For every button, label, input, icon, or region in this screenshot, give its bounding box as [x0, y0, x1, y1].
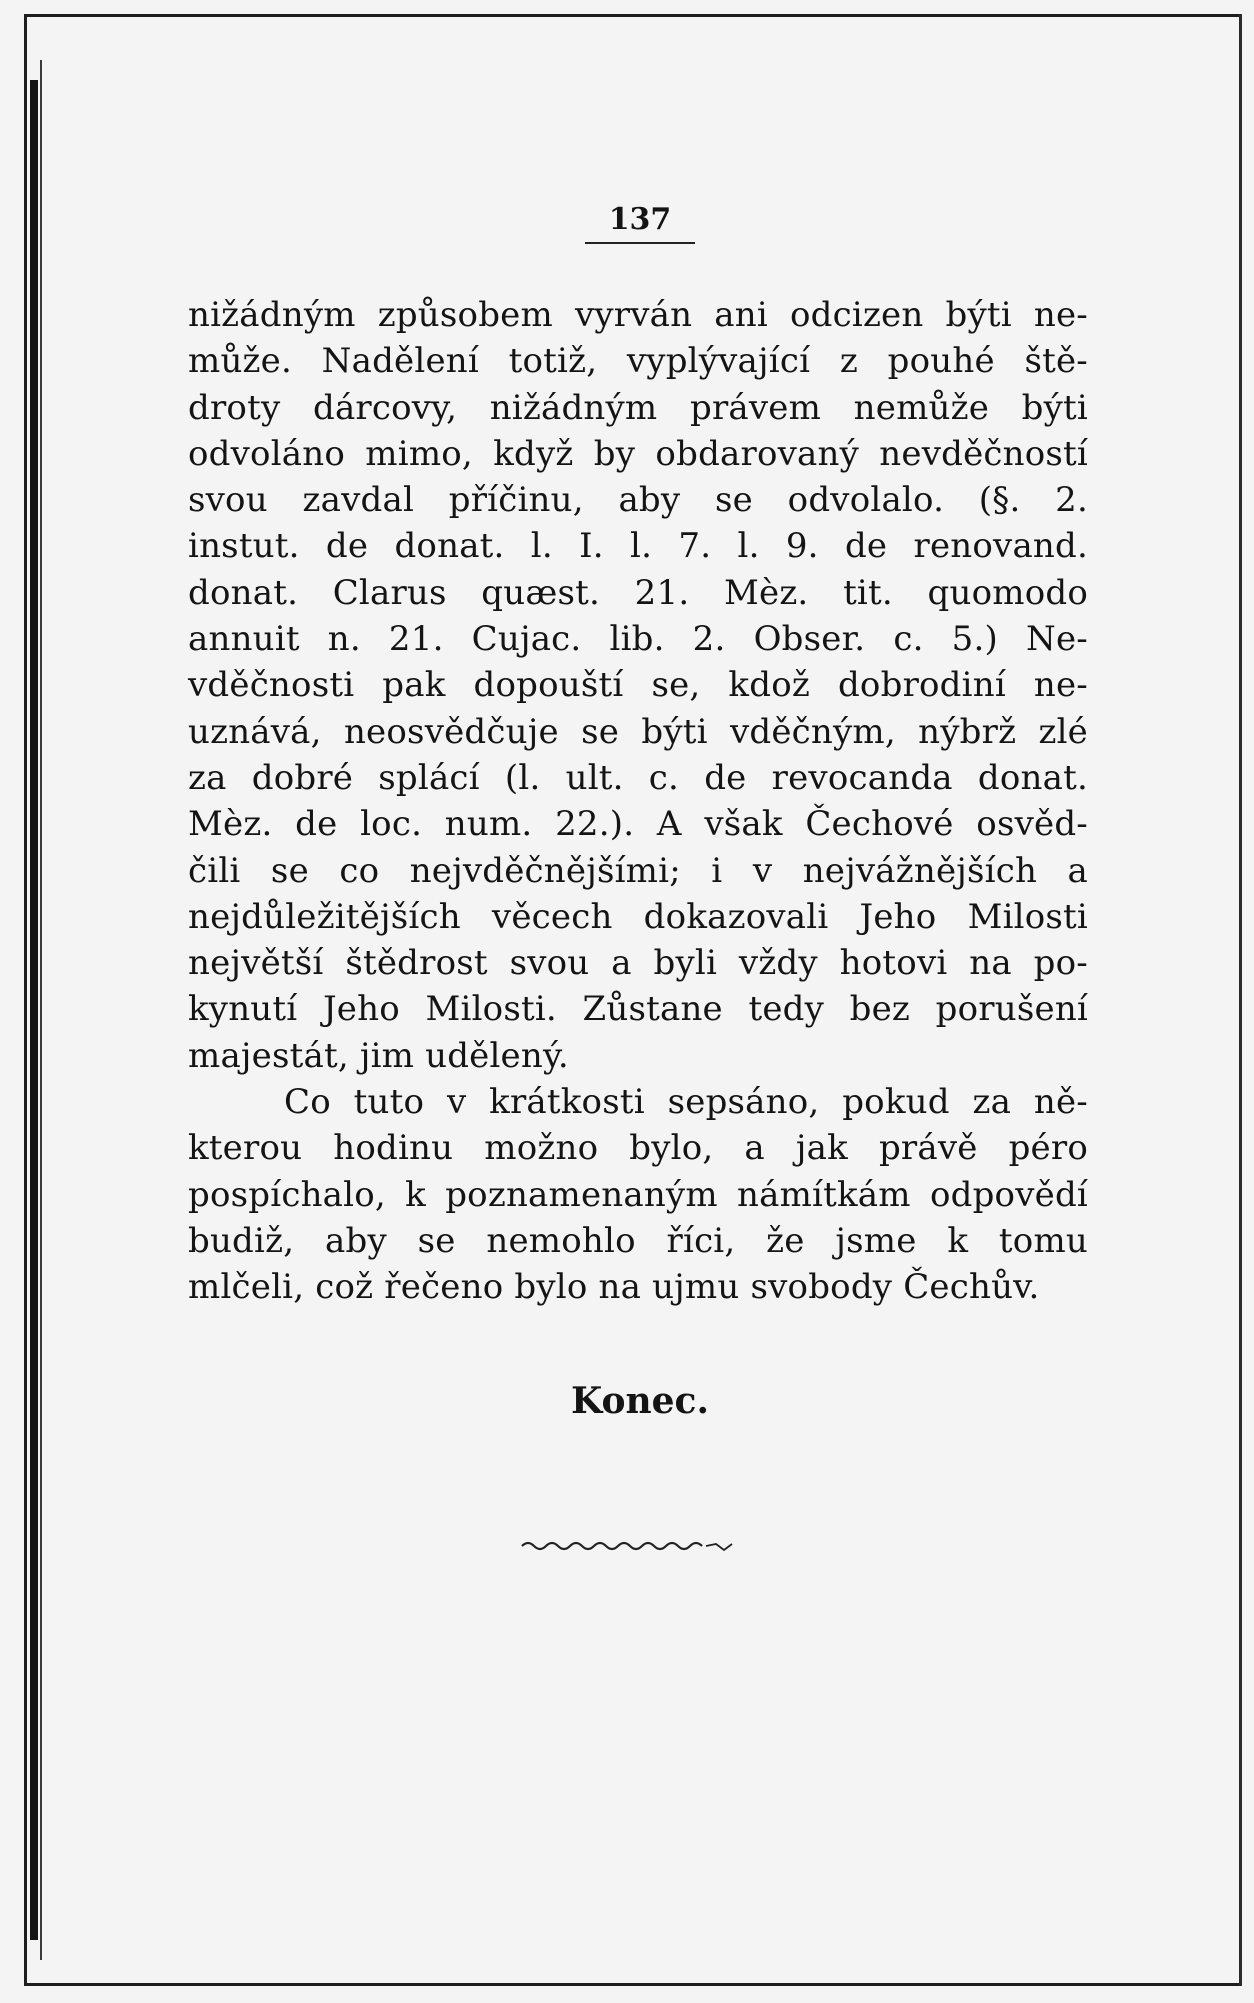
text-line: annuit n. 21. Cujac. lib. 2. Obser. c. 5.) Ne- — [188, 619, 1088, 660]
ornament-flourish — [520, 1538, 750, 1558]
text-line: mlčeli, což řečeno bylo na ujmu svobody Čechův. — [188, 1267, 1040, 1308]
text-line: budiž, aby se nemohlo říci, že jsme k tomu — [188, 1220, 1088, 1261]
page-number-rule — [585, 242, 695, 244]
text-line: svou zavdal příčinu, aby se odvolalo. (§. 2. — [188, 480, 1088, 521]
text-line: uznává, neosvědčuje se býti vděčným, nýbrž zlé — [188, 711, 1088, 752]
text-line: majestát, jim udělený. — [188, 1035, 569, 1076]
body-text — [188, 292, 1088, 1311]
text-line: donat. Clarus quæst. 21. Mèz. tit. quomodo — [188, 572, 1088, 613]
page-number: 137 — [608, 202, 672, 237]
paragraph — [188, 292, 1088, 1079]
ending-word: Konec. — [570, 1380, 710, 1422]
text-line: může. Nadělení totiž, vyplývající z pouhé ště- — [188, 341, 1088, 382]
text-line: čili se co nejvděčnějšími; i v nejvážnějších a — [188, 850, 1088, 891]
text-line: vděčnosti pak dopouští se, kdož dobrodiní ne- — [188, 665, 1088, 706]
text-line: za dobré splácí (l. ult. c. de revocanda donat. — [188, 757, 1088, 798]
text-line: instut. de donat. l. I. l. 7. l. 9. de renovand. — [188, 526, 1088, 567]
text-line: odvoláno mimo, když by obdarovaný nevděčností — [188, 433, 1088, 474]
binding-edge-line — [40, 60, 42, 1960]
text-line: kynutí Jeho Milosti. Zůstane tedy bez porušení — [188, 989, 1088, 1030]
text-line: kterou hodinu možno bylo, a jak právě péro — [188, 1128, 1088, 1169]
paragraph — [188, 1079, 1088, 1310]
text-line: nižádným způsobem vyrván ani odcizen býti ne- — [188, 295, 1088, 335]
text-line: droty dárcovy, nižádným právem nemůže býti — [188, 387, 1088, 428]
text-line: pospíchalo, k poznamenaným námítkám odpovědí — [188, 1174, 1088, 1215]
text-line: Co tuto v krátkosti sepsáno, pokud za ně- — [284, 1082, 1088, 1123]
text-line: Mèz. de loc. num. 22.). A však Čechové osvěd- — [188, 804, 1088, 845]
binding-edge — [30, 80, 38, 1940]
text-line: nejdůležitějších věcech dokazovali Jeho Milosti — [188, 896, 1088, 937]
page-right-edge — [1239, 14, 1242, 1986]
text-line: největší štědrost svou a byli vždy hotovi na po- — [188, 943, 1088, 984]
